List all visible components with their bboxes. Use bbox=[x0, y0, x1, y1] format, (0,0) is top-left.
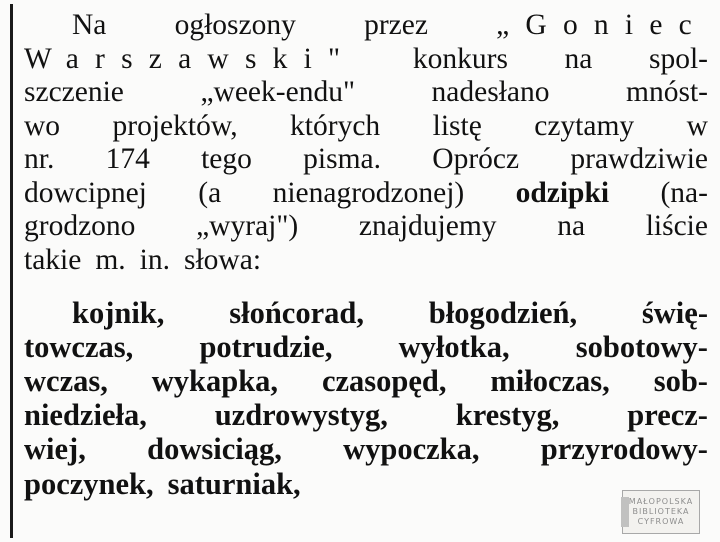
word: pisma. bbox=[303, 143, 382, 175]
word: (a bbox=[198, 177, 222, 209]
word: konkurs bbox=[412, 43, 508, 75]
word-list-line bbox=[24, 330, 708, 364]
library-watermark bbox=[622, 490, 700, 534]
word: kojnik, bbox=[72, 296, 165, 330]
word-list-line bbox=[24, 398, 708, 432]
word: dowcipnej bbox=[24, 177, 147, 209]
word: nr. bbox=[24, 143, 55, 175]
word: takie bbox=[24, 244, 82, 276]
paragraph-line bbox=[24, 42, 708, 76]
word: in. bbox=[139, 244, 170, 276]
word: tego bbox=[201, 143, 252, 175]
watermark-line: BIBLIOTEKA bbox=[632, 507, 690, 516]
word: świę- bbox=[641, 296, 708, 330]
word: poczynek, bbox=[24, 467, 154, 501]
paragraph-line bbox=[24, 75, 708, 109]
word: na bbox=[564, 43, 593, 75]
word: wczas, bbox=[24, 364, 108, 398]
word: niedzieła, bbox=[24, 398, 147, 432]
word: saturniak, bbox=[167, 467, 301, 501]
word: Na bbox=[72, 9, 107, 41]
word: sobotowy- bbox=[575, 330, 708, 364]
word: „Goniec bbox=[496, 9, 708, 41]
word: m. bbox=[95, 244, 126, 276]
word: wo bbox=[24, 110, 61, 142]
word: odzipki bbox=[515, 177, 610, 209]
paragraph-line bbox=[24, 142, 708, 176]
word: potrudzie, bbox=[199, 330, 333, 364]
word: spol- bbox=[648, 43, 708, 75]
word: czasopęd, bbox=[321, 364, 447, 398]
word: w bbox=[686, 110, 708, 142]
word: precz- bbox=[627, 398, 708, 432]
word: błogodzień, bbox=[428, 296, 578, 330]
word: listę bbox=[432, 110, 482, 142]
watermark-line: MAŁOPOLSKA bbox=[628, 497, 694, 506]
word: dowsiciąg, bbox=[147, 432, 282, 466]
word-list-line bbox=[24, 432, 708, 466]
paragraph-line bbox=[24, 109, 708, 143]
word: wiej, bbox=[24, 432, 86, 466]
word: sob- bbox=[653, 364, 708, 398]
word: przyrodowy- bbox=[540, 432, 708, 466]
word: krestyg, bbox=[455, 398, 560, 432]
word: (na- bbox=[660, 177, 708, 209]
paragraph-line bbox=[24, 176, 708, 210]
watermark-mark bbox=[621, 497, 629, 527]
word: uzdrowystyg, bbox=[214, 398, 388, 432]
word-list-line bbox=[24, 364, 708, 398]
word: projektów, bbox=[112, 110, 238, 142]
word: słońcorad, bbox=[229, 296, 364, 330]
word: grodzono bbox=[24, 210, 136, 242]
word: wykapka, bbox=[151, 364, 279, 398]
word: nienagrodzonej) bbox=[272, 177, 465, 209]
word: 174 bbox=[105, 143, 150, 175]
paragraph-line bbox=[72, 8, 708, 42]
word: ogłoszony bbox=[174, 9, 296, 41]
word: towczas, bbox=[24, 330, 134, 364]
word: prawdziwie bbox=[570, 143, 708, 175]
word: słowa: bbox=[184, 244, 262, 276]
word: wypoczka, bbox=[343, 432, 480, 466]
word: szczenie bbox=[24, 76, 124, 108]
paragraph-line bbox=[24, 243, 708, 277]
word: miłoczas, bbox=[490, 364, 610, 398]
word: „wyraj") bbox=[196, 210, 299, 242]
word: mnóst- bbox=[626, 76, 708, 108]
word: „week-endu" bbox=[200, 76, 355, 108]
word: czytamy bbox=[534, 110, 635, 142]
watermark-line: CYFROWA bbox=[637, 517, 685, 526]
word: Oprócz bbox=[432, 143, 520, 175]
word: nadesłano bbox=[431, 76, 550, 108]
word: wyłotka, bbox=[398, 330, 510, 364]
word: których bbox=[290, 110, 381, 142]
word: Warszawski" bbox=[24, 43, 357, 75]
word: znajdujemy bbox=[358, 210, 497, 242]
word-list-line bbox=[24, 467, 708, 501]
word: na bbox=[557, 210, 586, 242]
word: przez bbox=[364, 9, 428, 41]
word-list-line bbox=[72, 296, 708, 330]
word: liście bbox=[645, 210, 708, 242]
column-rule bbox=[10, 4, 13, 538]
paragraph-line bbox=[24, 209, 708, 243]
